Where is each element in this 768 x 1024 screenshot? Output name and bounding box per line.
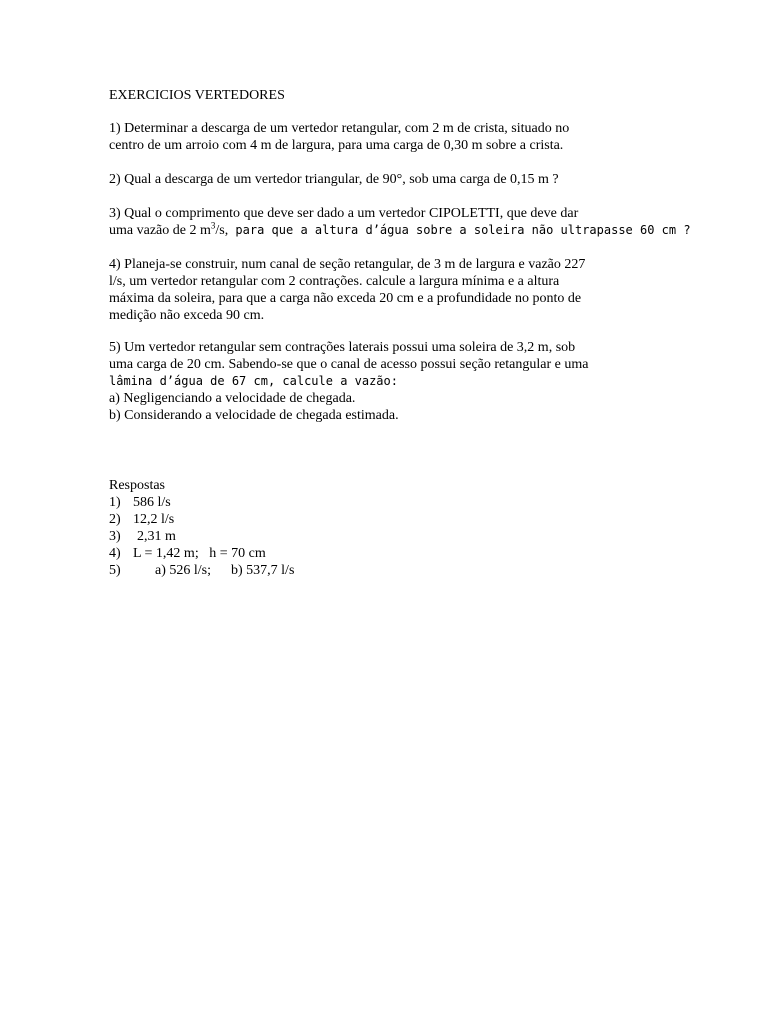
- exercise-5-line-3: lâmina d’água de 67 cm, calcule a vazão:: [109, 374, 398, 388]
- exercise-5: [109, 339, 649, 424]
- exercise-4-line-2: l/s, um vertedor retangular com 2 contrações. calcule a largura mínima e a altura: [109, 274, 560, 289]
- answer-2: [109, 511, 649, 528]
- answer-3: [109, 528, 649, 545]
- exercise-3-line-1: 3) Qual o comprimento que deve ser dado a um vertedor CIPOLETTI, que deve dar: [109, 206, 579, 221]
- answer-5: [109, 562, 649, 579]
- exercise-3-line-2-mid: /s,: [215, 223, 229, 238]
- title-text: EXERCICIOS VERTEDORES: [109, 88, 285, 103]
- exercise-5-line-1: 5) Um vertedor retangular sem contrações laterais possui uma soleira de 3,2 m, sob: [109, 340, 576, 355]
- answer-number: 4): [109, 546, 121, 561]
- exercise-3-line-2-start: uma vazão de 2 m: [109, 223, 211, 238]
- exercise-3-superscript: 3: [210, 220, 216, 231]
- exercise-5-line-5: b) Considerando a velocidade de chegada estimada.: [109, 408, 399, 423]
- exercise-2-line-1: 2) Qual a descarga de um vertedor triangular, de 90°, sob uma carga de 0,15 m ?: [109, 172, 559, 187]
- answer-number: 2): [109, 512, 121, 527]
- document-title: [109, 87, 649, 104]
- answer-1: [109, 494, 649, 511]
- answer-value: 12,2 l/s: [133, 512, 175, 527]
- exercise-4: [109, 256, 649, 324]
- answers-title: Respostas: [109, 478, 165, 493]
- exercise-5-line-2: uma carga de 20 cm. Sabendo-se que o canal de acesso possui seção retangular e uma: [109, 357, 589, 372]
- answer-4: [109, 545, 649, 562]
- answer-number: 1): [109, 495, 121, 510]
- exercise-3-line-2-end: para que a altura d’água sobre a soleira não ultrapasse 60 cm ?: [228, 223, 691, 237]
- exercise-3-line-2: [109, 220, 691, 239]
- exercise-1-line-2: centro de um arroio com 4 m de largura, para uma carga de 0,30 m sobre a crista.: [109, 138, 564, 153]
- answer-number: 5): [109, 563, 121, 578]
- answer-value-b: b) 537,7 l/s: [231, 563, 295, 578]
- exercise-4-line-3: máxima da soleira, para que a carga não exceda 20 cm e a profundidade no ponto de: [109, 291, 582, 306]
- answer-value: 586 l/s: [133, 495, 171, 510]
- exercise-1: [109, 120, 649, 154]
- answers-section: [109, 477, 649, 579]
- answer-number: 3): [109, 529, 121, 544]
- answer-value: 2,31 m: [137, 529, 176, 544]
- exercise-4-line-1: 4) Planeja-se construir, num canal de seção retangular, de 3 m de largura e vazão 227: [109, 257, 586, 272]
- exercise-5-line-4: a) Negligenciando a velocidade de chegada.: [109, 391, 356, 406]
- exercise-2: [109, 171, 649, 188]
- answer-value: L = 1,42 m; h = 70 cm: [133, 546, 266, 561]
- exercise-3: [109, 205, 691, 239]
- exercise-4-line-4: medição não exceda 90 cm.: [109, 308, 265, 323]
- exercise-1-line-1: 1) Determinar a descarga de um vertedor retangular, com 2 m de crista, situado no: [109, 121, 570, 136]
- answer-value-a: a) 526 l/s;: [155, 563, 211, 578]
